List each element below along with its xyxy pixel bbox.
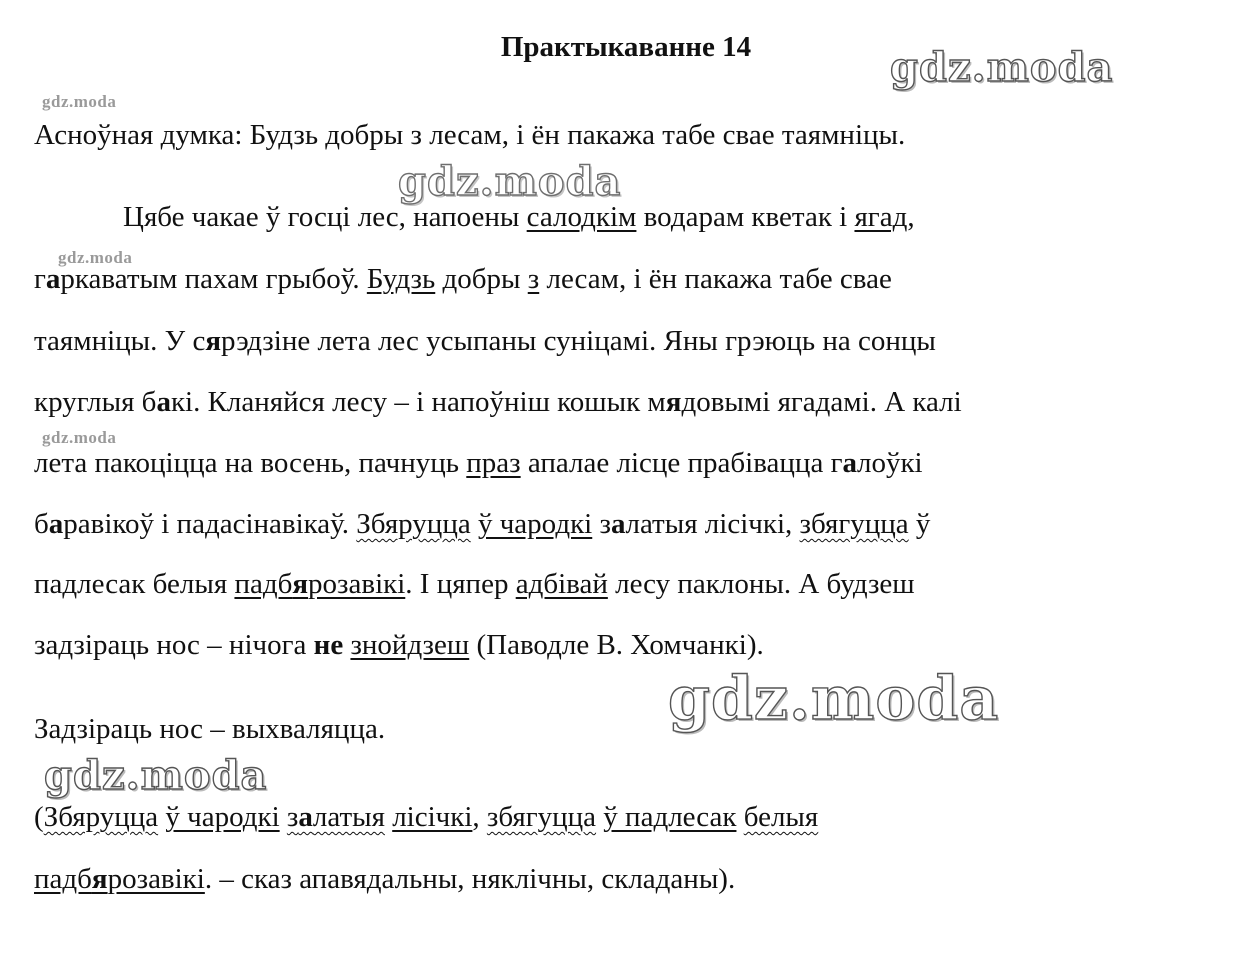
bold-letter: а (48, 508, 64, 540)
text-segment: таямніцы. У с (34, 325, 206, 357)
main-idea: Асноўная думка: Будзь добры з лесам, і ён пакажа табе свае таямніцы. (34, 119, 906, 151)
watermark-small-3: gdz.moda (42, 428, 117, 447)
text-segment: Цябе чакае ў госці лес, напоены (123, 201, 527, 233)
bold-letter: а (610, 508, 626, 540)
watermark-small-1: gdz.moda (42, 92, 117, 111)
bold-letter: я (665, 386, 682, 418)
text-line-7 (34, 567, 915, 601)
text-line-5 (34, 446, 923, 480)
watermark-bottom-left: gdz.moda (44, 752, 268, 799)
bold-underlined-letter: я (91, 863, 108, 895)
text-segment: ркаватым пахам грыбоў. (60, 263, 367, 295)
text-segment: г (34, 263, 46, 295)
bold-letter: а (298, 801, 313, 833)
text-segment: ў (908, 508, 931, 540)
text-segment: . І цяпер (405, 568, 516, 600)
wavy-underlined-word: белыя (743, 801, 819, 833)
underlined-word: з (527, 263, 540, 295)
underlined-word: ў чародкі (165, 801, 280, 833)
text-segment: равікоў і падасінавікаў. (63, 508, 357, 540)
text-segment (736, 801, 743, 833)
text-line-8 (34, 628, 764, 662)
text-segment: (Паводле В. Хомчанкі). (469, 629, 764, 661)
text-line-2 (34, 262, 892, 296)
text-segment (280, 801, 287, 833)
text-line-4 (34, 385, 962, 419)
underlined-word: праз (466, 447, 521, 479)
text-segment: . – сказ апавядальны, няклічны, складаны). (204, 863, 736, 895)
underlined-word: салодкім (526, 201, 637, 233)
watermark-center-large: gdz.moda (668, 664, 1000, 734)
underlined-word: розавікі (107, 863, 205, 895)
text-segment: з (592, 508, 611, 540)
text-segment: апалае лісце прабівацца г (520, 447, 843, 479)
underlined-word: лісічкі (392, 801, 473, 833)
text-line-1 (123, 200, 915, 234)
text-segment: круглыя б (34, 386, 157, 418)
text-segment (471, 508, 478, 540)
watermark-small-2: gdz.moda (58, 248, 133, 267)
analysis-line-2 (34, 862, 735, 896)
underlined-word: падб (234, 568, 293, 600)
bold-word: не (313, 629, 344, 661)
wavy-underlined-word: Збяруцца (356, 508, 471, 540)
underlined-word: падб (34, 863, 92, 895)
text-segment: лоўкі (856, 447, 923, 479)
text-segment: довымі ягадамі. А калі (681, 386, 962, 418)
text-segment: падлесак белыя (34, 568, 235, 600)
underlined-word: ў чародкі (477, 508, 593, 540)
wavy-underlined-word: Збяруцца (43, 801, 159, 833)
text-segment: лета пакоціцца на восень, пачнуць (34, 447, 467, 479)
bold-letter: а (156, 386, 171, 418)
text-segment: лесам, і ён пакажа табе свае (539, 263, 892, 295)
text-segment: рэдзіне лета лес усыпаны суніцамі. Яны грэюць на сонцы (221, 325, 936, 357)
wavy-underlined-word: з (286, 801, 299, 833)
underlined-word: розавікі (308, 568, 406, 600)
wavy-underlined-word: латыя (312, 801, 385, 833)
text-segment: задзіраць нос – нічога (34, 629, 314, 661)
text-segment: водарам кветак і (636, 201, 855, 233)
wavy-underlined-word: збягуцца (799, 508, 909, 540)
text-segment: кі. Кланяйся лесу – і напоўніш кошык м (170, 386, 666, 418)
watermark-top-right: gdz.moda (890, 44, 1114, 91)
text-segment: , (472, 801, 487, 833)
watermark-mid-upper: gdz.moda (398, 158, 622, 205)
text-segment: б (34, 508, 49, 540)
text-segment: ( (34, 801, 44, 833)
text-segment: лесу паклоны. А будзеш (607, 568, 915, 600)
underlined-word: адбівай (515, 568, 608, 600)
text-segment: , (907, 201, 915, 233)
bold-letter: я (205, 325, 222, 357)
text-segment: добры (435, 263, 528, 295)
underlined-word: ў падлесак (603, 801, 737, 833)
bold-underlined-letter: я (292, 568, 309, 600)
bold-letter: а (842, 447, 857, 479)
text-line-3 (34, 324, 936, 358)
text-segment: латыя лісічкі, (625, 508, 800, 540)
underlined-word: ягад (854, 201, 908, 233)
wavy-underlined-word: збягуцца (486, 801, 597, 833)
analysis-line-1 (34, 800, 818, 834)
text-line-6 (34, 507, 930, 541)
page-title: Практыкаванне 14 (500, 31, 752, 63)
idiom-explanation: Задзіраць нос – выхваляцца. (34, 713, 386, 745)
underlined-word: Будзь (366, 263, 436, 295)
underlined-word: знойдзеш (350, 629, 470, 661)
bold-letter: а (45, 263, 61, 295)
